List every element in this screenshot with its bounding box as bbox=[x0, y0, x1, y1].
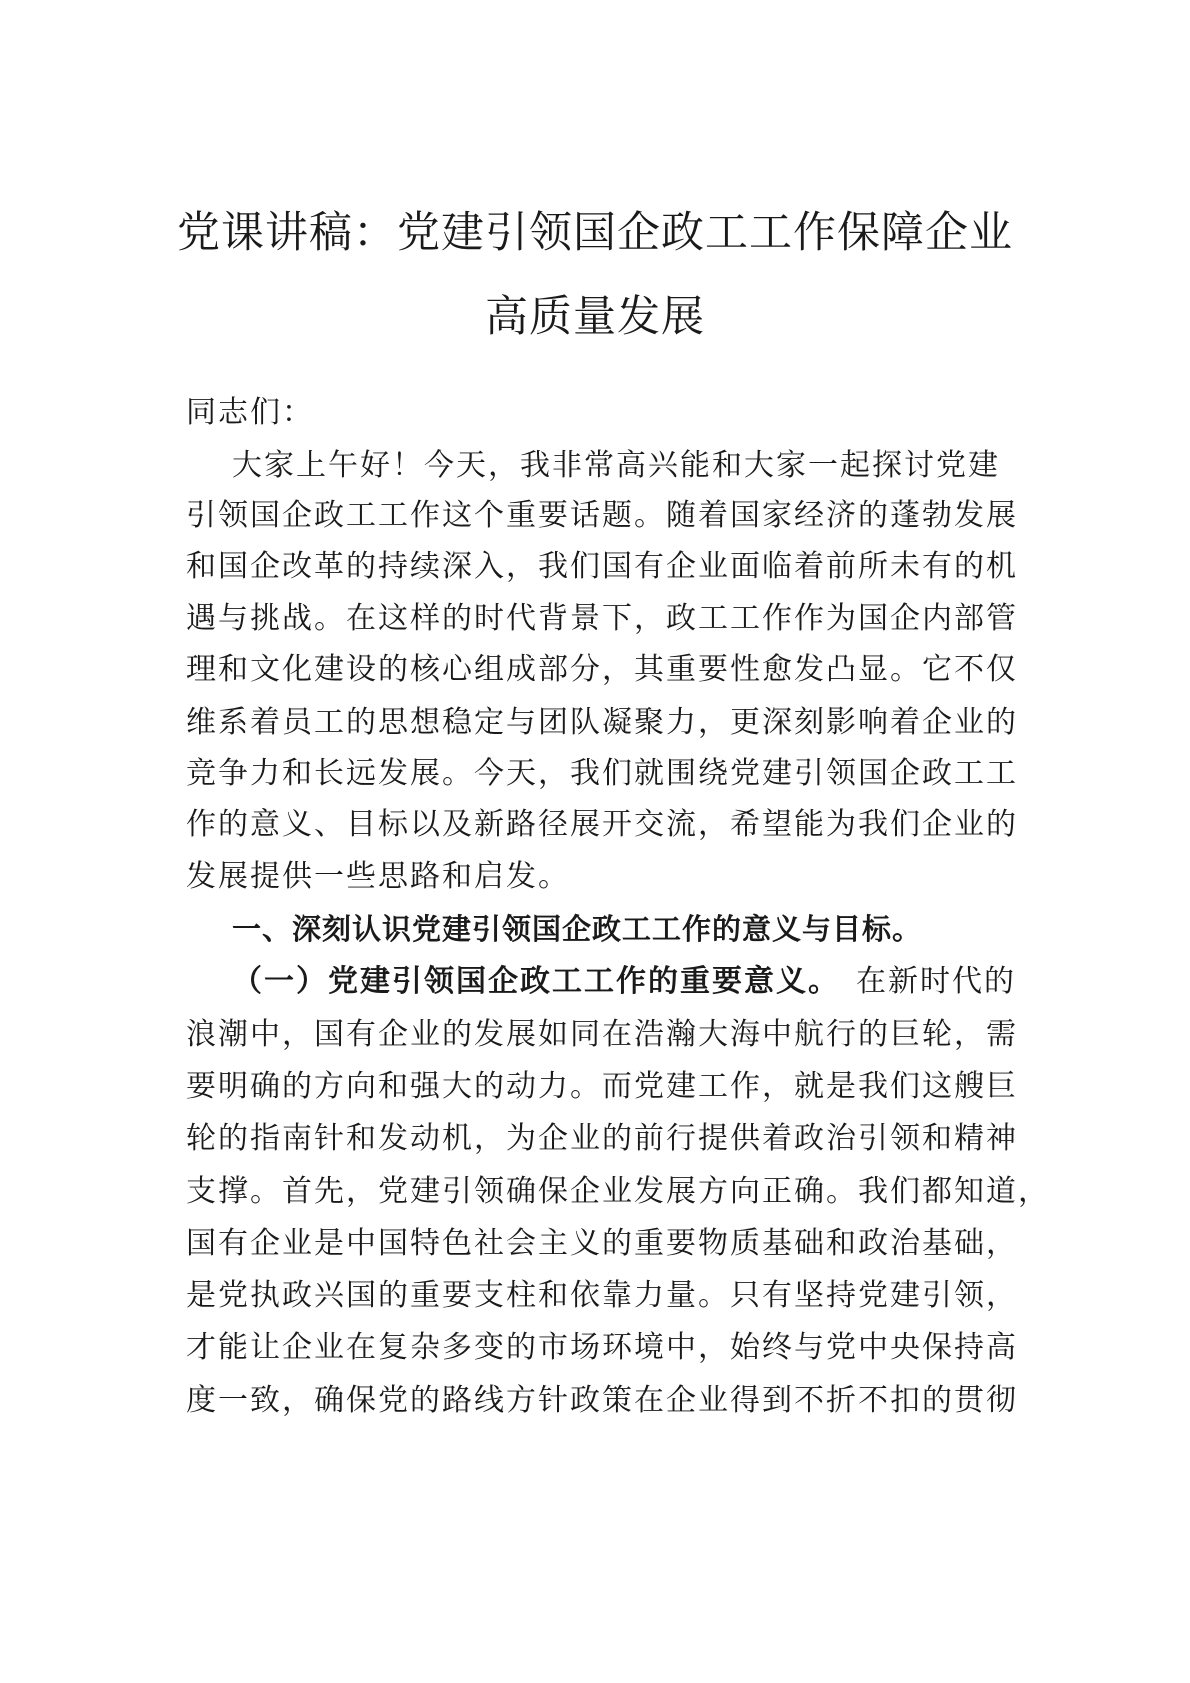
document-title-line-1: 党课讲稿：党建引领国企政工工作保障企业 bbox=[177, 208, 1013, 258]
subsection-heading: （一）党建引领国企政工工作的重要意义。 bbox=[232, 964, 840, 999]
paragraph-line: 浪潮中，国有企业的发展如同在浩瀚大海中航行的巨轮，需 bbox=[186, 1017, 1018, 1052]
document-title-line-2: 高质量发展 bbox=[485, 292, 705, 342]
paragraph-line: 和国企改革的持续深入，我们国有企业面临着前所未有的机 bbox=[186, 549, 1018, 584]
paragraph-line: 竞争力和长远发展。今天，我们就围绕党建引领国企政工工 bbox=[186, 756, 1018, 791]
paragraph-line: 理和文化建设的核心组成部分，其重要性愈发凸显。它不仅 bbox=[186, 652, 1018, 687]
paragraph-line: 发展提供一些思路和启发。 bbox=[186, 859, 570, 894]
subsection-line bbox=[232, 965, 1016, 999]
paragraph-line: 国有企业是中国特色社会主义的重要物质基础和政治基础， bbox=[186, 1226, 1018, 1261]
paragraph-line: 遇与挑战。在这样的时代背景下，政工工作作为国企内部管 bbox=[186, 601, 1018, 636]
paragraph-line: 大家上午好！今天，我非常高兴能和大家一起探讨党建 bbox=[232, 448, 1000, 483]
paragraph-line: 作的意义、目标以及新路径展开交流，希望能为我们企业的 bbox=[186, 807, 1018, 842]
paragraph-line-fragment: 在新时代的 bbox=[856, 964, 1016, 999]
paragraph-line: 要明确的方向和强大的动力。而党建工作，就是我们这艘巨 bbox=[186, 1069, 1018, 1104]
paragraph-line: 是党执政兴国的重要支柱和依靠力量。只有坚持党建引领， bbox=[186, 1278, 1018, 1313]
paragraph-line: 轮的指南针和发动机，为企业的前行提供着政治引领和精神 bbox=[186, 1121, 1018, 1156]
section-heading: 一、深刻认识党建引领国企政工工作的意义与目标。 bbox=[232, 912, 923, 946]
greeting: 同志们： bbox=[186, 395, 314, 430]
paragraph-line: 度一致，确保党的路线方针政策在企业得到不折不扣的贯彻 bbox=[186, 1383, 1018, 1418]
paragraph-line: 引领国企政工工作这个重要话题。随着国家经济的蓬勃发展 bbox=[186, 498, 1018, 533]
paragraph-line: 维系着员工的思想稳定与团队凝聚力，更深刻影响着企业的 bbox=[186, 705, 1018, 740]
paragraph-line: 支撑。首先，党建引领确保企业发展方向正确。我们都知道， bbox=[186, 1174, 1050, 1209]
paragraph-line: 才能让企业在复杂多变的市场环境中，始终与党中央保持高 bbox=[186, 1330, 1018, 1365]
